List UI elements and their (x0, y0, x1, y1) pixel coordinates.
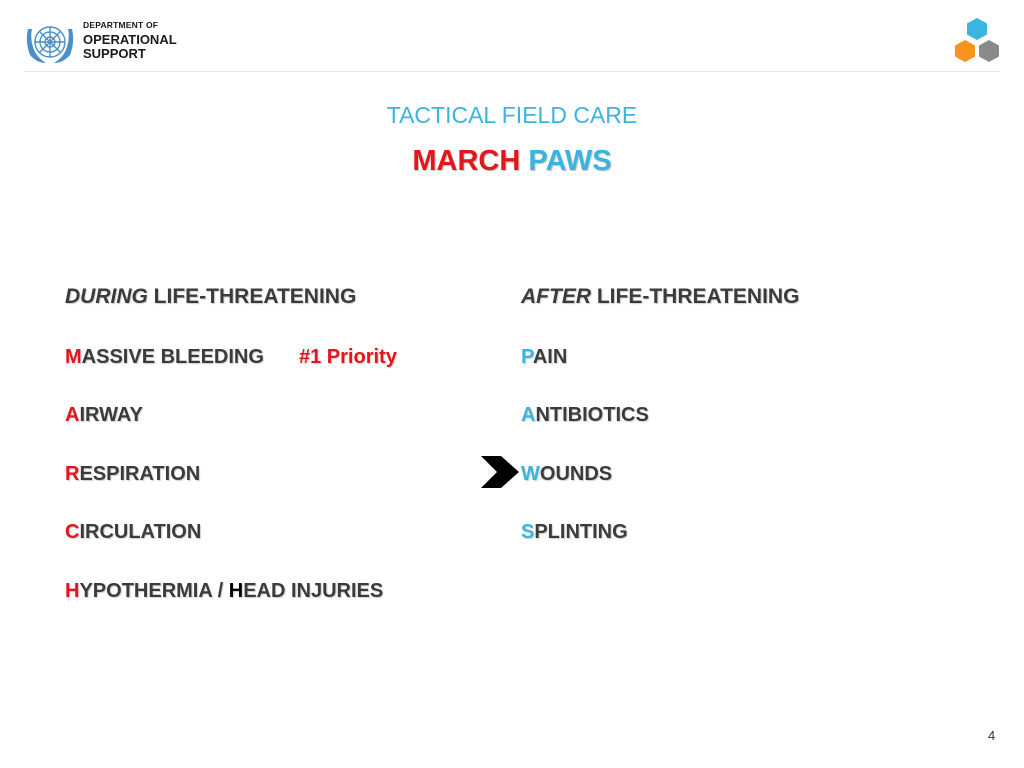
priority-label: #1 Priority (299, 346, 397, 368)
list-item-massive-bleeding (65, 346, 264, 369)
item-text: OUNDS (539, 463, 613, 485)
item-initial: H (65, 580, 80, 602)
item-initial: S (521, 521, 535, 543)
slide-title (0, 145, 1024, 178)
list-item-splinting (521, 521, 628, 544)
page-number: 4 (988, 728, 996, 743)
hexagon-cluster-icon (950, 16, 1004, 66)
org-line-3: SUPPORT (83, 45, 146, 61)
un-emblem-icon (24, 19, 76, 65)
org-line-1: DEPARTMENT OF (83, 20, 159, 30)
item-text: IRCULATION (79, 521, 202, 543)
right-heading-em: AFTER (521, 285, 591, 308)
slide-subtitle: TACTICAL FIELD CARE (386, 102, 638, 128)
chevron-right-icon (481, 456, 519, 488)
item-initial: M (65, 346, 82, 368)
list-item-respiration (65, 463, 200, 486)
org-name (83, 21, 177, 60)
org-line-2: OPERATIONAL (83, 31, 177, 47)
header-bar (0, 0, 1024, 72)
item-initial: A (65, 404, 80, 426)
item-text: NTIBIOTICS (535, 404, 649, 426)
left-heading-rest: LIFE-THREATENING (147, 285, 357, 308)
right-column-heading (521, 285, 799, 309)
item-text: ESPIRATION (79, 463, 201, 485)
list-item-wounds (521, 463, 612, 486)
header-divider (24, 71, 1000, 72)
item-text: ASSIVE BLEEDING (81, 346, 264, 368)
title-march: MARCH (412, 145, 521, 177)
right-heading-rest: LIFE-THREATENING (591, 285, 800, 308)
title-paws: PAWS (528, 145, 612, 177)
list-item-airway (65, 404, 143, 427)
item-initial: W (521, 463, 540, 485)
list-item-antibiotics (521, 404, 649, 427)
left-heading-em: DURING (65, 285, 148, 308)
list-item-hypothermia (65, 580, 383, 603)
left-column-heading (65, 285, 356, 309)
item-text-2: EAD INJURIES (243, 580, 384, 602)
item-text: IRWAY (79, 404, 143, 426)
item-text: YPOTHERMIA / (79, 580, 229, 602)
item-initial: P (521, 346, 533, 368)
item-initial: A (521, 404, 536, 426)
list-item-circulation (65, 521, 201, 544)
item-text: PLINTING (534, 521, 628, 543)
list-item-pain (521, 346, 567, 369)
item-initial-2: H (228, 580, 244, 602)
item-initial: C (65, 521, 80, 543)
item-initial: R (65, 463, 80, 485)
item-text: AIN (532, 346, 568, 368)
